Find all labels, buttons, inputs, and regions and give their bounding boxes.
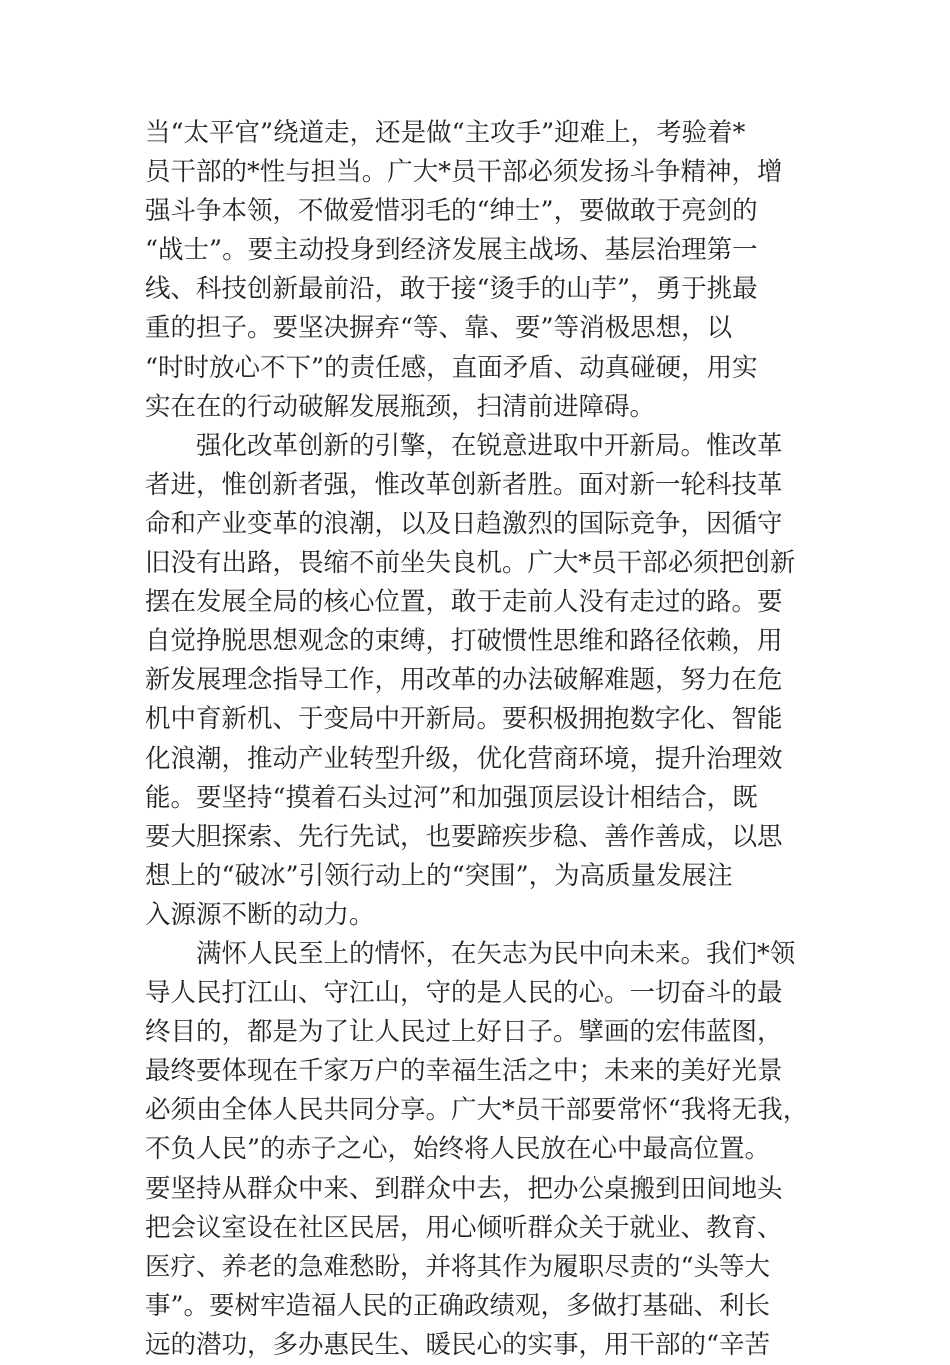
text-line: “时时放心不下”的责任感，直面矛盾、动真碰硬，用实 bbox=[145, 352, 758, 383]
paragraph-start-line: 强化改革创新的引擎，在锐意进取中开新局。惟改革 bbox=[196, 430, 783, 461]
text-line: 要大胆探索、先行先试，也要蹄疾步稳、善作善成，以思 bbox=[145, 821, 783, 852]
text-line: 入源源不断的动力。 bbox=[145, 899, 375, 930]
text-line: 化浪潮，推动产业转型升级，优化营商环境，提升治理效 bbox=[145, 743, 783, 774]
text-line: 命和产业变革的浪潮，以及日趋激烈的国际竞争，因循守 bbox=[145, 508, 783, 539]
text-line: 能。要坚持“摸着石头过河”和加强顶层设计相结合，既 bbox=[145, 782, 758, 813]
text-line: 医疗、养老的急难愁盼，并将其作为履职尽责的“头等大 bbox=[145, 1251, 771, 1282]
text-line: 实在在的行动破解发展瓶颈，扫清前进障碍。 bbox=[145, 391, 656, 422]
text-line: 当“太平官”绕道走，还是做“主攻手”迎难上，考验着* bbox=[145, 118, 746, 148]
text-line: 必须由全体人民共同分享。广大*员干部要常怀“我将无我， bbox=[145, 1095, 809, 1126]
text-line: 远的潜功，多办惠民生、暖民心的实事，用干部的“辛苦 bbox=[145, 1329, 771, 1360]
text-line: 最终要体现在千家万户的幸福生活之中；未来的美好光景 bbox=[145, 1056, 783, 1087]
text-line: 终目的，都是为了让人民过上好日子。擘画的宏伟蓝图， bbox=[145, 1017, 783, 1048]
text-line: “战士”。要主动投身到经济发展主战场、基层治理第一 bbox=[145, 235, 758, 266]
text-line: 者进，惟创新者强，惟改革创新者胜。面对新一轮科技革 bbox=[145, 469, 783, 500]
paragraph-start-line: 满怀人民至上的情怀，在矢志为民中向未来。我们*领 bbox=[196, 938, 796, 969]
text-line: 要坚持从群众中来、到群众中去，把办公桌搬到田间地头 bbox=[145, 1173, 783, 1204]
text-line: 员干部的*性与担当。广大*员干部必须发扬斗争精神，增 bbox=[145, 157, 783, 188]
text-line: 线、科技创新最前沿，敢于接“烫手的山芋”，勇于挑最 bbox=[145, 274, 758, 305]
text-line: 摆在发展全局的核心位置，敢于走前人没有走过的路。要 bbox=[145, 587, 783, 618]
text-line: 强斗争本领，不做爱惜羽毛的“绅士”，要做敢于亮剑的 bbox=[145, 196, 758, 227]
text-line: 旧没有出路，畏缩不前坐失良机。广大*员干部必须把创新 bbox=[145, 548, 796, 579]
text-line: 新发展理念指导工作，用改革的办法破解难题，努力在危 bbox=[145, 665, 783, 696]
text-line: 不负人民”的赤子之心，始终将人民放在心中最高位置。 bbox=[145, 1134, 771, 1165]
body-text bbox=[145, 114, 810, 1365]
text-line: 自觉挣脱思想观念的束缚，打破惯性思维和路径依赖，用 bbox=[145, 626, 783, 657]
text-line: 机中育新机、于变局中开新局。要积极拥抱数字化、智能 bbox=[145, 704, 783, 735]
text-line: 重的担子。要坚决摒弃“等、靠、要”等消极思想，以 bbox=[145, 313, 733, 344]
text-line: 把会议室设在社区民居，用心倾听群众关于就业、教育、 bbox=[145, 1212, 783, 1243]
text-line: 导人民打江山、守江山，守的是人民的心。一切奋斗的最 bbox=[145, 978, 783, 1009]
text-line: 事”。要树牢造福人民的正确政绩观，多做打基础、利长 bbox=[145, 1290, 771, 1321]
text-line: 想上的“破冰”引领行动上的“突围”，为高质量发展注 bbox=[145, 860, 733, 891]
